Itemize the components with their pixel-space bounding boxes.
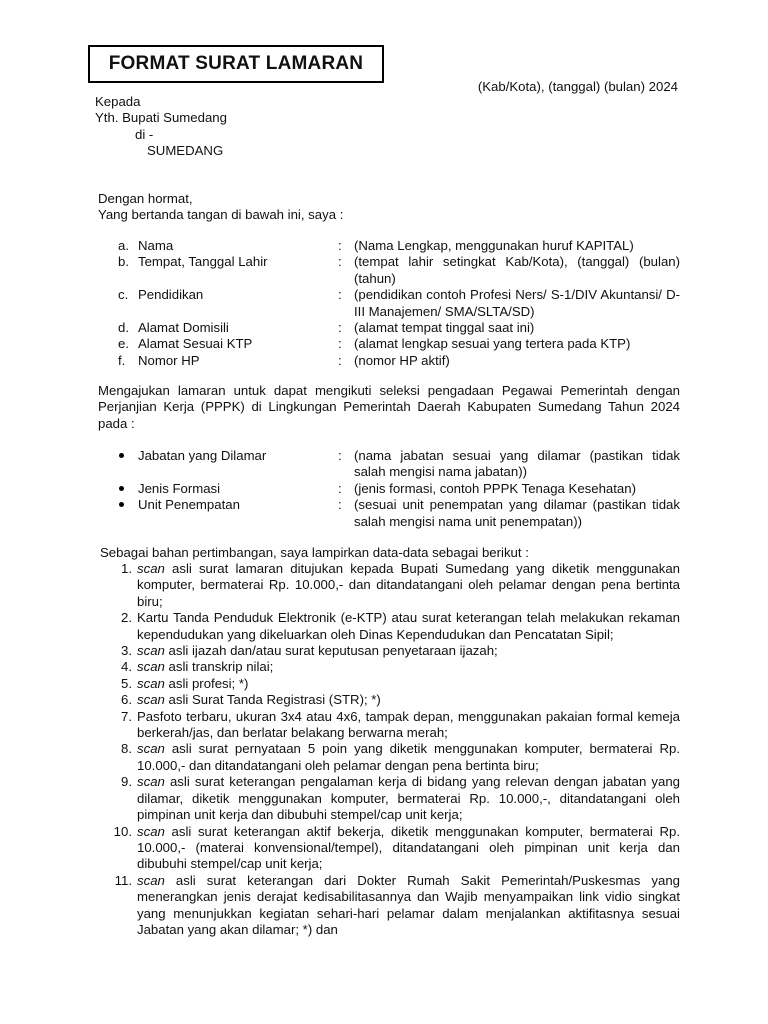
greeting: Dengan hormat, — [98, 191, 193, 206]
attachment-text: scan asli transkrip nilai; — [137, 659, 274, 675]
attachment-text: scan asli surat pernyataan 5 poin yang diketik menggunakan komputer, bermaterai Rp. 10.000,- dan ditandatangani oleh pelamar dengan pena bertinta biru; — [137, 741, 680, 773]
identity-mark: b. — [118, 254, 129, 270]
identity-mark: d. — [118, 320, 129, 336]
attachment-number: 6. — [121, 692, 132, 708]
bullet-icon — [118, 481, 138, 497]
identity-row — [118, 287, 680, 320]
attachment-item — [108, 659, 680, 675]
attachment-item — [108, 692, 680, 708]
position-value: (jenis formasi, contoh PPPK Tenaga Kesehatan) — [354, 480, 636, 496]
attachment-item — [108, 873, 680, 939]
position-row — [118, 481, 680, 497]
position-table — [118, 448, 680, 530]
identity-label: Nomor HP — [138, 352, 200, 368]
identity-value: (tempat lahir setingkat Kab/Kota), (tanggal) (bulan) (tahun) — [354, 254, 680, 286]
attachment-item — [108, 774, 680, 823]
attachment-text: Pasfoto terbaru, ukuran 3x4 atau 4x6, tampak depan, menggunakan pakaian formal kemeja berkerah/jas, dan berlatar belakang berwarna merah; — [137, 708, 680, 741]
identity-label: Alamat Sesuai KTP — [138, 336, 253, 352]
bullet-icon — [118, 497, 138, 530]
identity-label: Tempat, Tanggal Lahir — [138, 254, 268, 270]
attachment-number: 4. — [121, 659, 132, 675]
identity-row — [118, 353, 680, 369]
colon: : — [338, 254, 342, 270]
identity-table — [118, 238, 680, 369]
attachment-number: 5. — [121, 675, 132, 691]
attachment-number: 1. — [121, 561, 132, 576]
identity-label: Pendidikan — [138, 287, 204, 303]
colon: : — [338, 448, 342, 463]
attachments-intro: Sebagai bahan pertimbangan, saya lampirkan data-data sebagai berikut : — [100, 545, 529, 560]
attachment-number: 7. — [121, 708, 132, 724]
attachment-item — [108, 709, 680, 742]
identity-row — [118, 336, 680, 352]
attachment-text: scan asli surat lamaran ditujukan kepada Bupati Sumedang yang diketik menggunakan komputer, bermaterai Rp. 10.000,- dan ditandatangani oleh pelamar dengan pena bertinta biru; — [137, 561, 680, 609]
document-title: FORMAT SURAT LAMARAN — [88, 45, 384, 83]
recipient-name: Yth. Bupati Sumedang — [95, 110, 227, 126]
attachment-text: scan asli Surat Tanda Registrasi (STR); *) — [137, 692, 381, 708]
colon: : — [338, 320, 342, 336]
attachment-item — [108, 643, 680, 659]
greeting-block — [98, 191, 343, 224]
attachment-text: scan asli surat keterangan aktif bekerja, diketik menggunakan komputer, bermaterai Rp. 10.000,- (materai konvensional/tempel), ditandatangani oleh pimpinan unit kerja dan dibubuhi stempel/cap unit kerja; — [137, 823, 680, 872]
attachment-item — [108, 824, 680, 873]
intro-line: Yang bertanda tangan di bawah ini, saya : — [98, 207, 344, 223]
attachment-text: scan asli surat keterangan dari Dokter Rumah Sakit Pemerintah/Puskesmas yang menerangkan jenis derajat kedisabilitasannya dan Wajib menyampaikan link vidio singkat yang menunjukkan kegiatan sehari-hari pelamar dalam menjalankan aktifitasnya sesuai Jabatan yang akan dilamar; *) dan — [137, 872, 680, 937]
identity-value: (alamat lengkap sesuai yang tertera pada KTP) — [354, 336, 631, 352]
attachment-text: scan asli profesi; *) — [137, 675, 249, 691]
recipient-at: di - — [135, 126, 154, 142]
attachment-item — [108, 561, 680, 610]
place-date: (Kab/Kota), (tanggal) (bulan) 2024 — [477, 79, 678, 94]
identity-row — [118, 320, 680, 336]
colon: : — [338, 238, 342, 253]
attachment-number: 3. — [121, 643, 132, 659]
identity-value: (nomor HP aktif) — [354, 352, 450, 368]
identity-mark: e. — [118, 336, 129, 352]
identity-mark: a. — [118, 238, 129, 253]
identity-label: Nama — [138, 238, 174, 253]
colon: : — [338, 480, 342, 496]
identity-label: Alamat Domisili — [138, 320, 229, 336]
position-row — [118, 497, 680, 530]
recipient-city: SUMEDANG — [147, 143, 224, 159]
identity-value: (Nama Lengkap, menggunakan huruf KAPITAL) — [354, 238, 634, 253]
attachment-item — [108, 741, 680, 774]
attachment-text: scan asli ijazah dan/atau surat keputusan penyetaraan ijazah; — [137, 643, 498, 659]
attachment-number: 9. — [121, 774, 132, 790]
attachment-item — [108, 676, 680, 692]
position-row — [118, 448, 680, 481]
recipient-address — [95, 94, 227, 160]
attachment-text: Kartu Tanda Penduduk Elektronik (e-KTP) atau surat keterangan telah melakukan rekaman kependudukan yang dikeluarkan oleh Dinas Kependudukan dan Pencatatan Sipil; — [137, 610, 680, 642]
identity-row — [118, 254, 680, 287]
identity-value: (pendidikan contoh Profesi Ners/ S-1/DIV Akuntansi/ D-III Manajemen/ SMA/SLTA/SD) — [354, 287, 680, 319]
recipient-to: Kepada — [95, 94, 141, 109]
position-label: Jenis Formasi — [138, 480, 221, 496]
attachment-number: 8. — [121, 741, 132, 757]
colon: : — [338, 352, 342, 368]
identity-value: (alamat tempat tinggal saat ini) — [354, 320, 535, 336]
colon: : — [338, 497, 342, 513]
position-label: Unit Penempatan — [138, 497, 240, 513]
identity-row — [118, 238, 680, 254]
bullet-icon — [118, 448, 138, 481]
position-label: Jabatan yang Dilamar — [138, 448, 267, 463]
attachment-number: 11. — [114, 872, 132, 888]
attachments-list — [108, 561, 680, 938]
colon: : — [338, 336, 342, 352]
attachment-number: 2. — [121, 610, 132, 626]
identity-mark: f. — [118, 352, 126, 368]
attachment-number: 10. — [113, 823, 132, 839]
position-value: (nama jabatan sesuai yang dilamar (pastikan tidak salah mengisi nama jabatan)) — [354, 448, 680, 480]
attachment-text: scan asli surat keterangan pengalaman kerja di bidang yang relevan dengan jabatan yang dilamar, diketik menggunakan komputer, bermaterai Rp. 10.000,-, ditandatangani oleh pimpinan unit kerja dan dibubuhi stempel/cap unit kerja; — [137, 774, 680, 823]
colon: : — [338, 287, 342, 303]
position-value: (sesuai unit penempatan yang dilamar (pastikan tidak salah mengisi nama unit penempatan)) — [354, 497, 680, 529]
identity-mark: c. — [118, 287, 129, 303]
application-paragraph: Mengajukan lamaran untuk dapat mengikuti seleksi pengadaan Pegawai Pemerintah dengan Perjanjian Kerja (PPPK) di Lingkungan Pemerintah Daerah Kabupaten Sumedang Tahun 2024 pada : — [98, 383, 680, 431]
attachment-item — [108, 610, 680, 643]
